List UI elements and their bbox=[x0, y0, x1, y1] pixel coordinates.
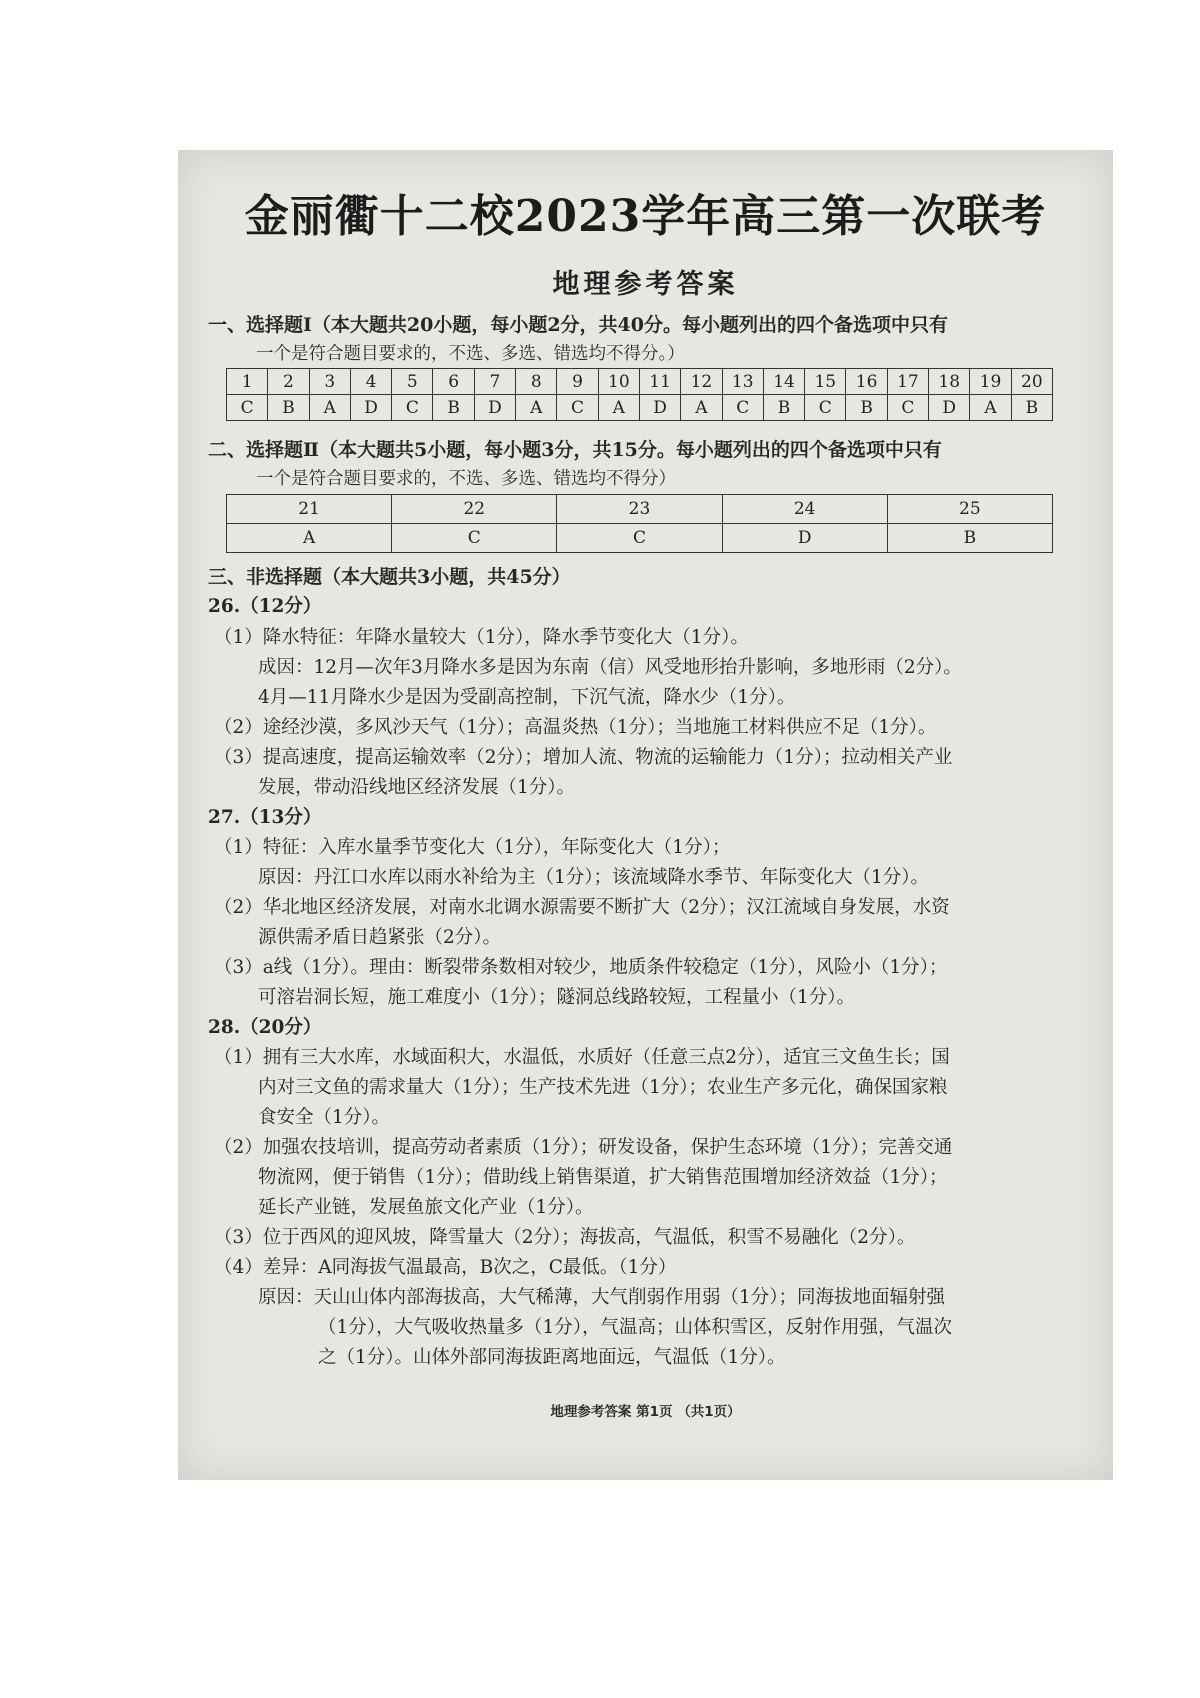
question-number: 12 bbox=[681, 369, 722, 395]
section1-heading-cont: 一个是符合题目要求的，不选、多选、错选均不得分。） bbox=[256, 344, 685, 364]
answer-cell: C bbox=[557, 395, 598, 421]
question-number: 4 bbox=[350, 369, 391, 395]
question-number: 8 bbox=[516, 369, 557, 395]
q28-heading: 28.（20分） bbox=[208, 1017, 322, 1038]
answer-cell: C bbox=[392, 524, 557, 553]
q28-line: （3）位于西风的迎风坡，降雪量大（2分）；海拔高，气温低，积雪不易融化（2分）。 bbox=[214, 1227, 916, 1248]
q27-line: 可溶岩洞长短，施工难度小（1分）；隧洞总线路较短，工程量小（1分）。 bbox=[258, 987, 856, 1008]
question-number: 10 bbox=[598, 369, 639, 395]
q26-line: （3）提高速度，提高运输效率（2分）；增加人流、物流的运输能力（1分）；拉动相关产业 bbox=[214, 747, 953, 768]
question-number: 17 bbox=[887, 369, 928, 395]
answer-cell: D bbox=[474, 395, 515, 421]
section3-heading: 三、非选择题（本大题共3小题，共45分） bbox=[208, 566, 571, 588]
q28-line: （4）差异：A同海拔气温最高，B次之，C最低。（1分） bbox=[214, 1257, 677, 1278]
q28-line: 食安全（1分）。 bbox=[258, 1107, 391, 1128]
section1-number-row bbox=[227, 369, 1053, 395]
q27-heading: 27.（13分） bbox=[208, 807, 322, 828]
page-subtitle: 地理参考答案 bbox=[552, 269, 739, 300]
question-number: 11 bbox=[639, 369, 680, 395]
answer-cell: A bbox=[598, 395, 639, 421]
question-number: 21 bbox=[227, 495, 392, 524]
question-number: 9 bbox=[557, 369, 598, 395]
question-number: 16 bbox=[846, 369, 887, 395]
answer-cell: C bbox=[227, 395, 268, 421]
question-number: 15 bbox=[805, 369, 846, 395]
answer-cell: B bbox=[846, 395, 887, 421]
question-number: 18 bbox=[929, 369, 970, 395]
question-number: 19 bbox=[970, 369, 1011, 395]
answer-cell: A bbox=[970, 395, 1011, 421]
q26-line: 成因：12月—次年3月降水多是因为东南（信）风受地形抬升影响，多地形雨（2分）。 bbox=[258, 657, 962, 678]
answer-cell: A bbox=[681, 395, 722, 421]
answer-cell: A bbox=[309, 395, 350, 421]
section2-answer-table bbox=[226, 494, 1053, 553]
q27-line: （2）华北地区经济发展，对南水北调水源需要不断扩大（2分）；汉江流域自身发展，水资 bbox=[214, 897, 950, 918]
answer-cell: C bbox=[805, 395, 846, 421]
q27-line: 源供需矛盾日趋紧张（2分）。 bbox=[258, 927, 502, 948]
section1-answer-row bbox=[227, 395, 1053, 421]
question-number: 25 bbox=[887, 495, 1052, 524]
q28-line: 延长产业链，发展鱼旅文化产业（1分）。 bbox=[258, 1197, 594, 1218]
answer-cell: D bbox=[929, 395, 970, 421]
answer-cell: B bbox=[763, 395, 804, 421]
question-number: 24 bbox=[722, 495, 887, 524]
question-number: 20 bbox=[1011, 369, 1052, 395]
question-number: 3 bbox=[309, 369, 350, 395]
page-footer: 地理参考答案 第1页 （共1页） bbox=[550, 1404, 741, 1420]
answer-cell: A bbox=[227, 524, 392, 553]
answer-sheet-paper bbox=[178, 150, 1113, 1480]
q28-line: 内对三文鱼的需求量大（1分）；生产技术先进（1分）；农业生产多元化，确保国家粮 bbox=[258, 1077, 948, 1098]
answer-cell: B bbox=[268, 395, 309, 421]
section2-number-row bbox=[227, 495, 1053, 524]
section1-answer-table bbox=[226, 368, 1053, 421]
question-number: 22 bbox=[392, 495, 557, 524]
question-number: 5 bbox=[392, 369, 433, 395]
question-number: 6 bbox=[433, 369, 474, 395]
q28-line: （2）加强农技培训，提高劳动者素质（1分）；研发设备，保护生态环境（1分）；完善交通 bbox=[214, 1137, 953, 1158]
q28-line: （1）拥有三大水库，水域面积大，水温低，水质好（任意三点2分），适宜三文鱼生长；国 bbox=[214, 1047, 950, 1068]
section2-heading: 二、选择题Ⅱ（本大题共5小题，每小题3分，共15分。每小题列出的四个备选项中只有 bbox=[208, 439, 942, 461]
question-number: 14 bbox=[763, 369, 804, 395]
page-title: 金丽衢十二校2023学年高三第一次联考 bbox=[244, 191, 1047, 242]
q26-line: （2）途经沙漠，多风沙天气（1分）；高温炎热（1分）；当地施工材料供应不足（1分）。 bbox=[214, 717, 937, 738]
answer-cell: D bbox=[639, 395, 680, 421]
answer-cell: C bbox=[392, 395, 433, 421]
section1-heading: 一、选择题Ⅰ（本大题共20小题，每小题2分，共40分。每小题列出的四个备选项中只有 bbox=[208, 314, 948, 336]
answer-cell: B bbox=[887, 524, 1052, 553]
q26-line: 4月—11月降水少是因为受副高控制，下沉气流，降水少（1分）。 bbox=[258, 687, 796, 708]
question-number: 2 bbox=[268, 369, 309, 395]
answer-cell: B bbox=[433, 395, 474, 421]
answer-cell: C bbox=[722, 395, 763, 421]
answer-cell: C bbox=[557, 524, 722, 553]
q28-line: （1分），大气吸收热量多（1分），气温高；山体积雪区，反射作用强，气温次 bbox=[318, 1317, 953, 1338]
section2-heading-cont: 一个是符合题目要求的，不选、多选、错选均不得分） bbox=[256, 469, 676, 489]
q28-line: 之（1分）。山体外部同海拔距离地面远，气温低（1分）。 bbox=[318, 1347, 786, 1368]
answer-cell: C bbox=[887, 395, 928, 421]
answer-cell: B bbox=[1011, 395, 1052, 421]
answer-cell: A bbox=[516, 395, 557, 421]
q27-line: （3）a线（1分）。理由：断裂带条数相对较少，地质条件较稳定（1分），风险小（1分）； bbox=[214, 957, 948, 978]
question-number: 13 bbox=[722, 369, 763, 395]
q26-line: 发展，带动沿线地区经济发展（1分）。 bbox=[258, 777, 576, 798]
q27-line: 原因：丹江口水库以雨水补给为主（1分）；该流域降水季节、年际变化大（1分）。 bbox=[258, 867, 930, 888]
q26-heading: 26.（12分） bbox=[208, 596, 322, 617]
question-number: 23 bbox=[557, 495, 722, 524]
q28-line: 物流网，便于销售（1分）；借助线上销售渠道，扩大销售范围增加经济效益（1分）； bbox=[258, 1167, 948, 1188]
q26-line: （1）降水特征：年降水量较大（1分），降水季节变化大（1分）。 bbox=[214, 627, 749, 648]
question-number: 7 bbox=[474, 369, 515, 395]
section2-answer-row bbox=[227, 524, 1053, 553]
q28-line: 原因：天山山体内部海拔高，大气稀薄，大气削弱作用弱（1分）；同海拔地面辐射强 bbox=[258, 1287, 946, 1308]
question-number: 1 bbox=[227, 369, 268, 395]
q27-line: （1）特征：入库水量季节变化大（1分），年际变化大（1分）； bbox=[214, 837, 731, 858]
answer-cell: D bbox=[350, 395, 391, 421]
answer-cell: D bbox=[722, 524, 887, 553]
